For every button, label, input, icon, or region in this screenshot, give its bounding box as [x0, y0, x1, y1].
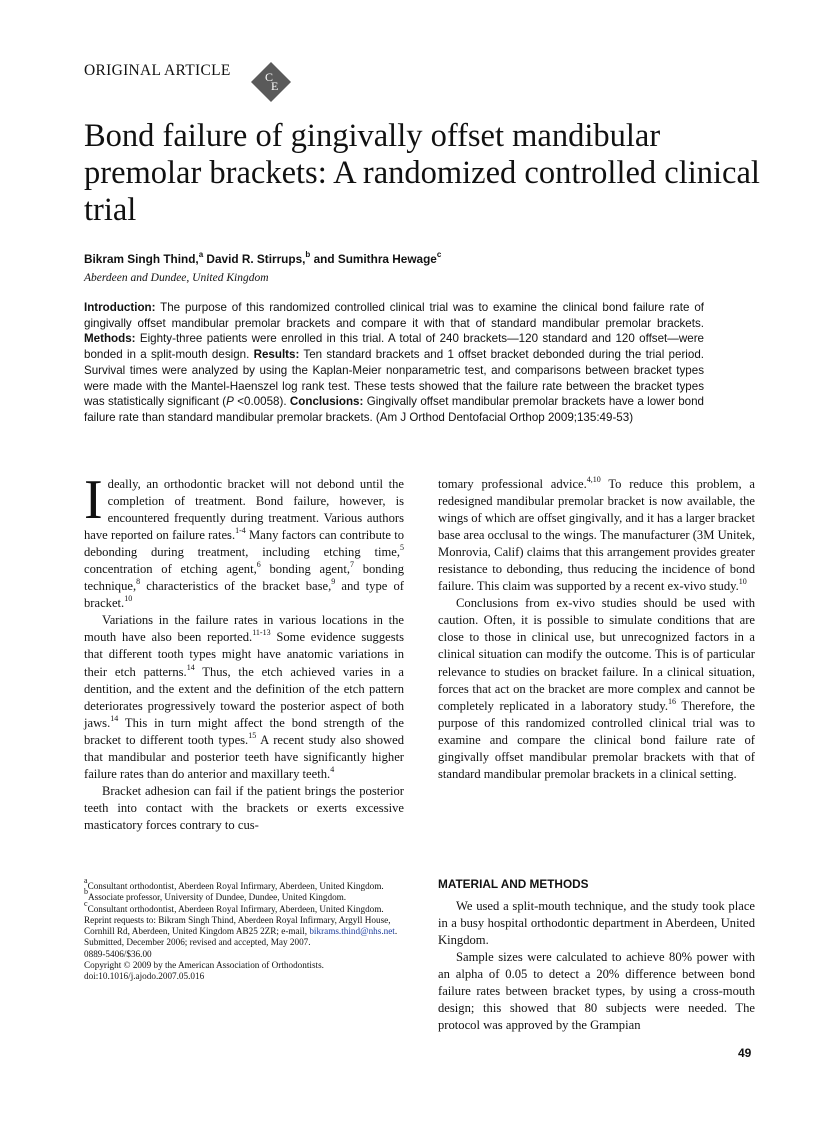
citation: 4,10	[586, 475, 601, 484]
author-list	[84, 252, 441, 266]
author-affil-mark: b	[305, 250, 311, 259]
text: bonding agent,	[260, 562, 350, 577]
methods-section	[438, 898, 755, 1034]
footnote-text: Consultant orthodontist, Aberdeen Royal Infirmary, Aberdeen, United Kingdom.	[87, 903, 384, 914]
reprint-requests	[84, 915, 404, 938]
citation: 15	[248, 730, 257, 740]
footnote-mark: c	[84, 898, 88, 908]
text: deally, an orthodontic bracket will not debond until the completion of treatment. Bond failure, however, is encountered frequently during treatment. Various authors have reported on failure rates.	[84, 477, 404, 543]
citation: 16	[667, 696, 676, 706]
footnote-text: Reprint requests to: Bikram Singh Thind, Aberdeen Royal Infirmary, Argyll House, Cornhill Rd, Aberdeen, United Kingdom AB25 2ZR; e-mail,	[84, 914, 391, 937]
author-name: David R. Stirrups,	[203, 252, 306, 266]
footnotes	[84, 876, 404, 983]
doi: doi:10.1016/j.ajodo.2007.05.016	[84, 971, 205, 982]
email-link[interactable]: bikrams.thind@nhs.net	[309, 926, 395, 937]
abstract-conclusions-label: Conclusions:	[289, 395, 364, 409]
body-column-left	[84, 469, 405, 834]
page-number: 49	[738, 1046, 752, 1060]
abstract-intro: The purpose of this randomized controlled clinical trial was to examine the clinical bond failure rate of gingivally offset mandibular premolar brackets and compare it with that of standard mandibular premolar brackets.	[84, 301, 704, 330]
badge-letter-e: E	[271, 79, 279, 93]
citation: 14	[186, 662, 195, 672]
body-paragraph: Bracket adhesion can fail if the patient brings the posterior teeth into contact with the brackets or exerts excessive masticatory forces contrary to cus-	[84, 783, 404, 832]
footnote-mark: a	[84, 876, 88, 885]
author-name: and Sumithra Hewage	[310, 252, 437, 266]
citation: 8	[136, 577, 141, 587]
body-paragraph: Sample sizes were calculated to achieve 80% power with an alpha of 0.05 to detect a 20% difference between bond failure rates between bracket types, by using a cross-mouth design; this showed that 80 subjects were needed. The protocol was approved by the Grampian	[438, 950, 755, 1033]
author-name: Bikram Singh Thind,	[84, 252, 199, 266]
text: and type of bracket.	[84, 579, 404, 611]
citation: 4	[330, 764, 335, 774]
citation: 9	[331, 577, 336, 587]
section-heading-methods: MATERIAL AND METHODS	[438, 877, 589, 891]
footnote	[84, 876, 404, 892]
section-label: ORIGINAL ARTICLE	[84, 62, 231, 79]
text: Some evidence suggests that different tooth types might have anatomic variations in their etch patterns.	[84, 630, 405, 679]
citation: 11-13	[252, 628, 271, 638]
text: Many factors can contribute to debonding during treatment, including etching time,	[84, 528, 405, 560]
p-value-symbol: P	[226, 395, 234, 409]
body-column-right	[438, 476, 755, 783]
text: Thus, the etch achieved varies in a dentition, and the extent and the definition of the etch pattern deteriorates progressively toward the posterior aspect of both jaws.	[84, 664, 404, 730]
citation: 6	[256, 560, 261, 570]
abstract-methods-label: Methods:	[84, 332, 136, 346]
author-affil-mark: a	[198, 250, 204, 259]
badge-letter-c: C	[265, 70, 274, 84]
footnote-mark: b	[84, 887, 88, 897]
body-paragraph: We used a split-mouth technique, and the study took place in a busy hospital orthodontic department in Aberdeen, United Kingdom.	[438, 899, 755, 948]
text: This in turn might affect the bond strength of the bracket to different tooth types.	[84, 715, 404, 747]
citation: 5	[400, 543, 404, 553]
submission-dates: Submitted, December 2006; revised and accepted, May 2007.	[84, 937, 311, 948]
text: bonding technique,	[84, 562, 404, 594]
article-title: Bond failure of gingivally offset mandibular premolar brackets: A randomized controlled clinical trial	[84, 118, 760, 228]
author-affil-mark: c	[436, 250, 442, 259]
footnote	[84, 887, 404, 903]
text: Therefore, the purpose of this randomized controlled clinical trial was to examine and compare the clinical bond failure rate of gingivally offset mandibular premolar brackets with that of standard mandibular premolar brackets in a clinical setting.	[438, 698, 755, 781]
author-affiliation: Aberdeen and Dundee, United Kingdom	[84, 272, 269, 284]
footnote	[84, 898, 404, 915]
abstract-results-label: Results:	[253, 348, 300, 362]
copyright: Copyright © 2009 by the American Association of Orthodontists.	[84, 960, 324, 971]
text: concentration of etching agent,	[84, 562, 257, 577]
body-paragraph	[84, 612, 404, 782]
abstract-conclusions: Gingivally offset mandibular premolar brackets have a lower bond failure rate than standard mandibular premolar brackets. (Am J Orthod Dentofacial Orthop 2009;135:49-53)	[84, 395, 704, 424]
text: To reduce this problem, a redesigned mandibular premolar bracket is now available, the wings of which are offset gingivally, and it has a larger bracket base area occlusal to the wings. The manufacturer (3M Unitek, Monrovia, Calif) claims that this arrangement provides greater resistance to debonding, thus reducing the incidence of bond failure. This claim was supported by a recent ex-vivo study.	[438, 477, 755, 594]
citation: 10	[738, 577, 747, 587]
body-paragraph	[438, 595, 755, 783]
citation: 10	[124, 594, 133, 604]
citation: 14	[110, 713, 119, 723]
abstract	[84, 300, 704, 426]
abstract-results: Ten standard brackets and 1 offset bracket debonded during the trial period. Survival times were analyzed by using the Kaplan-Meier nonparametric test, and comparisons between bracket types were made with the Mantel-Haenszel log rank test. These tests showed that the failure rate between the bracket types was statistically significant (	[84, 348, 704, 409]
ce-credit-badge-icon	[251, 62, 291, 102]
text: Conclusions from ex-vivo studies should be used with caution. Often, it is possible to simulate conditions that are close to those in clinical use, but unrecognized factors in a clinical situation can modify the outcome. This is of particular relevance to studies on bracket failure. In a clinical situation, forces that act on the bracket are more complex and cannot be completely replicated in a laboratory study.	[438, 596, 755, 713]
drop-cap: I	[84, 469, 103, 531]
footnote-text: Associate professor, University of Dundee, Dundee, United Kingdom.	[88, 892, 347, 903]
body-paragraph	[438, 476, 755, 595]
abstract-results-end: <0.0058).	[233, 395, 290, 409]
text: Variations in the failure rates in various locations in the mouth have also been reported.	[84, 613, 404, 645]
citation: 7	[349, 560, 354, 570]
text: tomary professional advice.	[438, 477, 587, 491]
footnote-text: Consultant orthodontist, Aberdeen Royal Infirmary, Aberdeen, United Kingdom.	[87, 881, 384, 891]
text: characteristics of the bracket base,	[140, 579, 332, 594]
citation: 1-4	[235, 526, 246, 536]
text: A recent study also showed that mandibular and posterior teeth have significantly higher failure rates than do anterior and maxillary teeth.	[84, 732, 404, 781]
abstract-methods: Eighty-three patients were enrolled in this trial. A total of 240 brackets—120 standard and 120 offset—were bonded in a split-mouth design.	[84, 332, 704, 362]
abstract-intro-label: Introduction:	[84, 301, 156, 314]
issn: 0889-5406/$36.00	[84, 948, 152, 959]
footnote-text: .	[394, 926, 398, 937]
body-paragraph	[84, 469, 405, 612]
